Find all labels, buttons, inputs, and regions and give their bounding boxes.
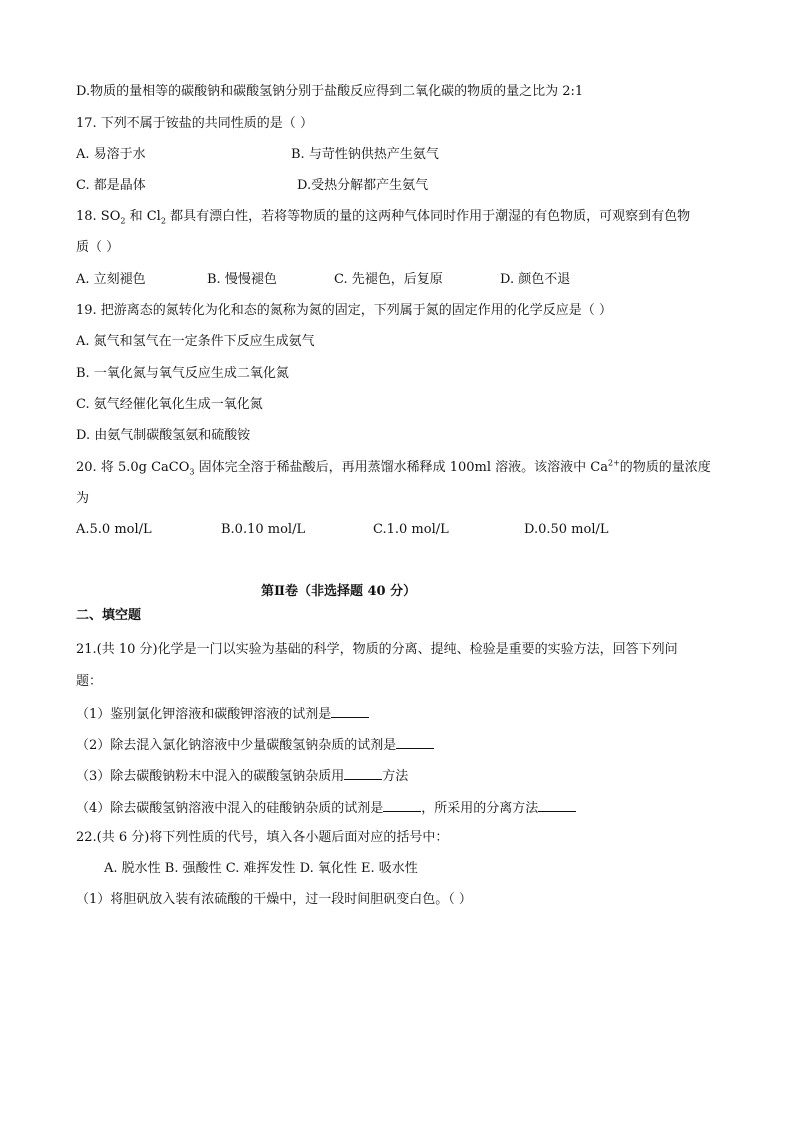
q18-option-d: D. 颜色不退 [500,272,571,287]
q21-sub3-blank[interactable] [344,767,382,780]
q18-option-c: C. 先褪色，后复原 [334,272,443,287]
q20-stem-part1: 20. 将 5.0g CaCO [76,460,190,475]
q21-sub1 [76,705,369,723]
q18-option-a: A. 立刻褪色 [76,272,146,287]
q21-sub3-suffix: 方法 [382,769,409,784]
q20-option-d: D.0.50 mol/L [524,522,609,537]
q21-sub3 [76,767,408,785]
q22-sub1: （1）将胆矾放入装有浓硫酸的干燥中，过一段时间胆矾变白色。（ ） [76,892,472,907]
q20-option-a: A.5.0 mol/L [76,522,152,537]
q20-stem-sup1: 2+ [608,458,620,468]
q17-option-a: A. 易溶于水 [76,147,146,162]
q22-stem: 22.(共 6 分)将下列性质的代号，填入各小题后面对应的括号中： [76,830,449,845]
q21-sub2 [76,736,434,754]
q21-sub4-middle: ，所采用的分离方法 [421,801,539,816]
q19-stem: 19. 把游离态的氮转化为化和态的氮称为氮的固定，下列属于氮的固定作用的化学反应是（ ） [76,303,612,318]
q17-option-b: B. 与苛性钠供热产生氨气 [291,147,439,162]
q20-stem-line2: 为 [76,491,90,506]
q18-option-b: B. 慢慢褪色 [207,272,277,287]
q21-sub2-text: （2）除去混入氯化钠溶液中少量碳酸氢钠杂质的试剂是 [76,738,397,753]
q21-sub4-blank-1[interactable] [383,799,421,812]
q16-option-d: D.物质的量相等的碳酸钠和碳酸氢钠分别于盐酸反应得到二氧化碳的物质的量之比为 2:1 [76,84,584,99]
q19-option-b: B. 一氧化氮与氧气反应生成二氧化氮 [76,366,289,381]
q21-stem: 21.(共 10 分)化学是一门以实验为基础的科学，物质的分离、提纯、检验是重要的实验方法，回答下列问 [76,642,678,657]
q22-property-options: A. 脱水性 B. 强酸性 C. 难挥发性 D. 氧化性 E. 吸水性 [104,861,418,876]
q20-stem-part3: 的物质的量浓度 [619,460,711,475]
q18-stem-part2: 和 Cl [125,209,161,224]
q21-sub4-blank-2[interactable] [538,799,576,812]
q21-sub2-blank[interactable] [396,736,434,749]
q17-option-d: D.受热分解都产生氨气 [297,178,429,193]
q19-option-d: D. 由氨气制碳酸氢氨和硫酸铵 [76,428,251,443]
q18-stem-sub2: 2 [160,216,166,226]
q21-sub4 [76,799,576,817]
q18-stem-line2: 质（ ） [76,240,120,255]
q19-option-a: A. 氮气和氢气在一定条件下反应生成氨气 [76,334,315,349]
q19-option-c: C. 氨气经催化氧化生成一氧化氮 [76,397,263,412]
q18-stem-sub1: 2 [120,216,126,226]
q20-option-b: B.0.10 mol/L [221,522,306,537]
q18-stem-part3: 都具有漂白性，若将等物质的量的这两种气体同时作用于潮湿的有色物质，可观察到有色物 [165,209,691,224]
q21-sub4-text: （4）除去碳酸氢钠溶液中混入的硅酸钠杂质的试剂是 [76,801,384,816]
section-heading-fill-blank: 二、填空题 [76,608,142,623]
q20-option-c: C.1.0 mol/L [373,522,449,537]
part2-heading: 第Ⅱ卷（非选择题 40 分） [261,584,417,599]
q18-stem-part1: 18. SO [76,209,121,224]
q21-sub3-text: （3）除去碳酸钠粉末中混入的碳酸氢钠杂质用 [76,769,345,784]
q20-stem-part2: 固体完全溶于稀盐酸后，再用蒸馏水稀释成 100ml 溶液。该溶液中 Ca [194,460,608,475]
q20-stem [76,460,711,476]
q21-stem-line2: 题： [76,674,103,689]
q17-stem: 17. 下列不属于铵盐的共同性质的是（ ） [76,116,313,131]
q21-sub1-text: （1）鉴别氯化钾溶液和碳酸钾溶液的试剂是 [76,707,332,722]
q17-option-c: C. 都是晶体 [76,178,146,193]
q20-stem-sub1: 3 [189,467,195,477]
q18-stem [76,209,690,225]
q21-sub1-blank[interactable] [331,705,369,718]
